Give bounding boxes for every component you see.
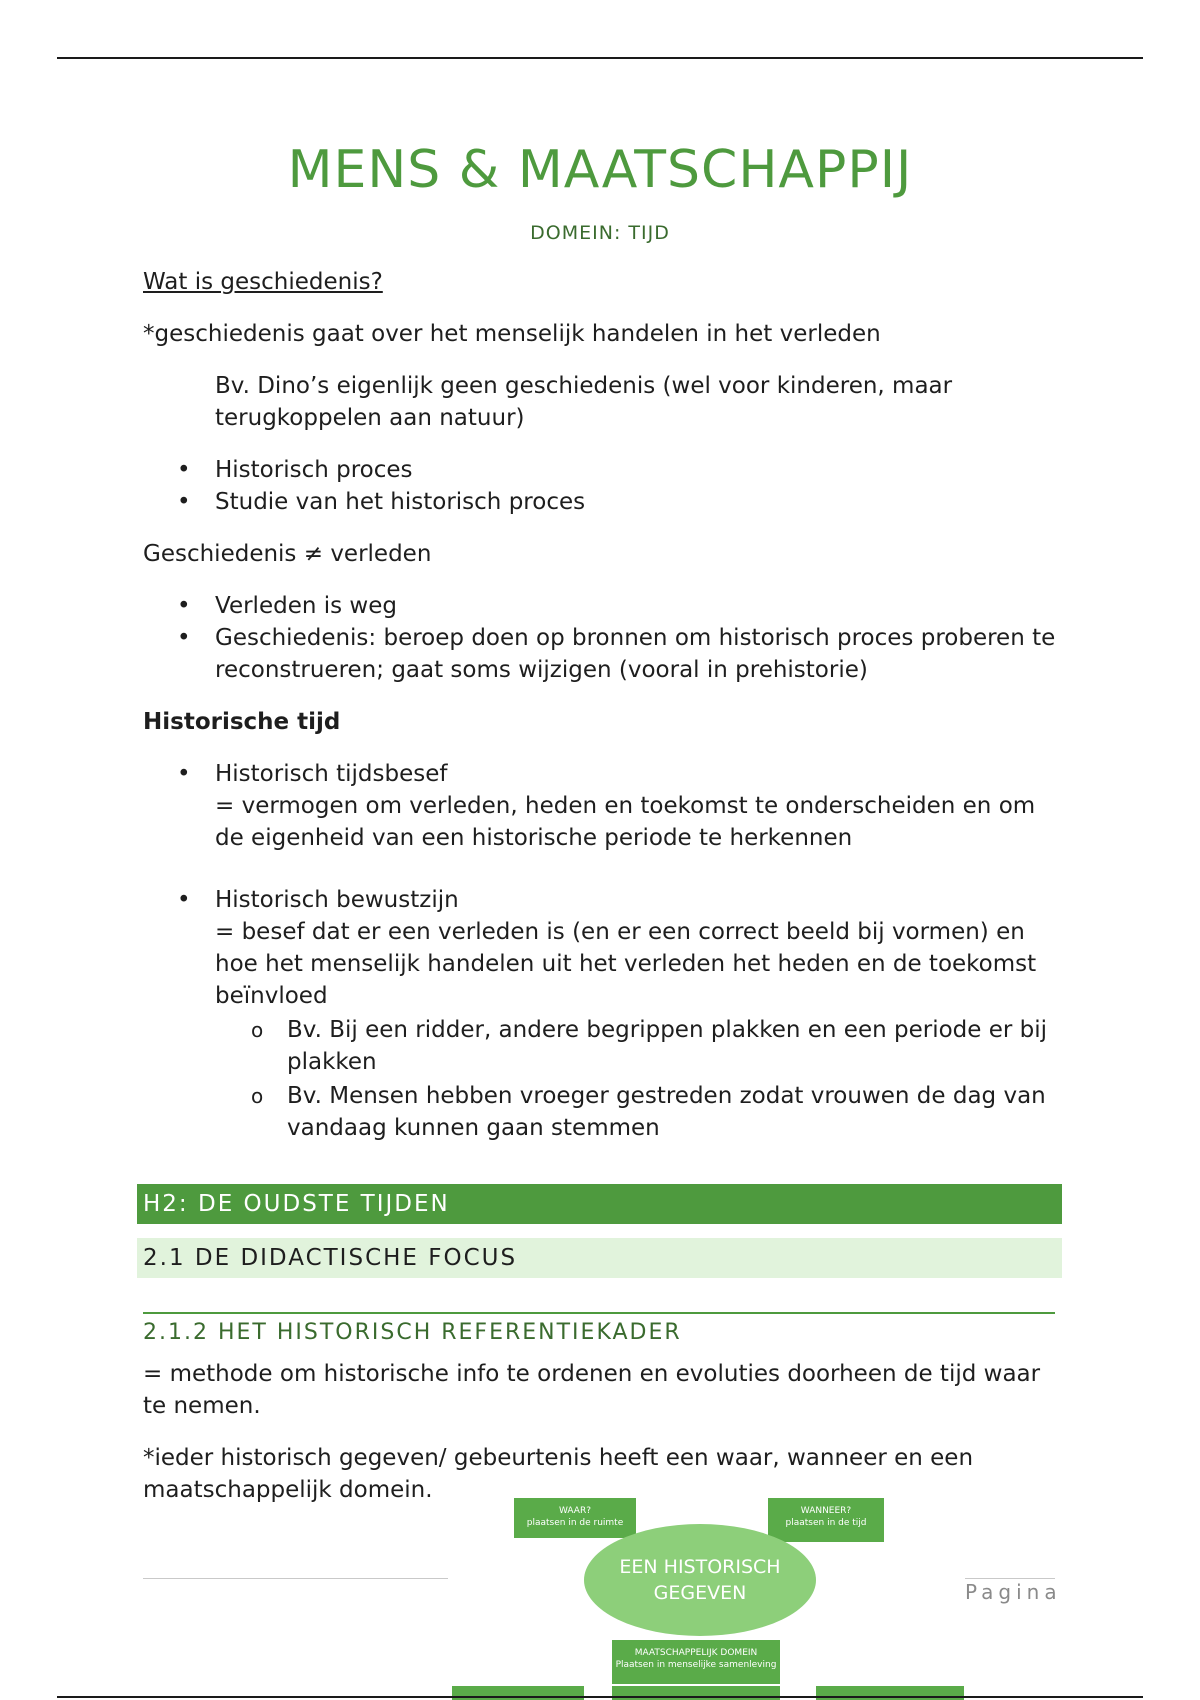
- list-item: • Verleden is weg: [143, 590, 1063, 622]
- diagram-box-subtitle: Plaatsen in menselijke samenleving: [615, 1660, 777, 1670]
- item-title: • Historisch tijdsbesef: [215, 761, 448, 787]
- diagram-center-line: GEGEVEN: [653, 1582, 747, 1604]
- item-title: • Historisch bewustzijn: [215, 887, 459, 913]
- list-item-tijdsbesef: [143, 758, 1063, 884]
- bullet-list-historische-tijd: [143, 758, 1063, 1144]
- document-title: MENS & MAATSCHAPPIJ: [287, 140, 913, 200]
- item-definition: = vermogen om verleden, heden en toekomst te onderscheiden en om de eigenheid van een historische periode te herkennen: [215, 793, 1036, 851]
- list-item: • Studie van het historisch proces: [143, 486, 1063, 518]
- heading-didactische-focus: 2.1 DE DIDACTISCHE FOCUS: [137, 1238, 1062, 1278]
- definition-text: = methode om historische info te ordenen en evoluties doorheen de tijd waar te nemen.: [143, 1361, 1041, 1419]
- bullet-list-verleden: [143, 590, 1063, 686]
- bullet-list-proces: [143, 454, 1063, 518]
- footer-page-label: Pagina: [965, 1580, 1062, 1604]
- referentiekader-diagram: [450, 1490, 1070, 1700]
- diagram-box-subtitle: plaatsen in de tijd: [785, 1518, 867, 1528]
- list-item: • Geschiedenis: beroep doen op bronnen om historisch proces proberen te reconstrueren; gaat soms wijzigen (vooral in prehistorie): [143, 622, 1063, 686]
- diagram-box-wanneer: [768, 1498, 884, 1542]
- diagram-center-ellipse: [584, 1524, 816, 1636]
- diagram-box-waar: [514, 1498, 636, 1538]
- sub-list: [215, 1014, 1063, 1144]
- diagram-box-domein: [612, 1640, 780, 1684]
- diagram-box-title: WAAR?: [558, 1506, 591, 1516]
- diagram-center-line: EEN HISTORISCH: [619, 1556, 781, 1578]
- list-item-bewustzijn: [143, 884, 1063, 1144]
- intro-text: *geschiedenis gaat over het menselijk handelen in het verleden: [143, 321, 881, 347]
- heading-referentiekader: 2.1.2 HET HISTORISCH REFERENTIEKADER: [143, 1312, 1055, 1345]
- footer-rule-left: [143, 1578, 448, 1579]
- item-definition: = besef dat er een verleden is (en er een correct beeld bij vormen) en hoe het menselijk handelen uit het verleden het heden en de toekomst beïnvloed: [215, 919, 1037, 1009]
- heading-h2-oudste-tijden: H2: DE OUDSTE TIJDEN: [137, 1184, 1062, 1224]
- heading-wat-is-geschiedenis: Wat is geschiedenis?: [143, 269, 383, 295]
- spacer: [215, 854, 1063, 884]
- sub-list-item: o Bv. Bij een ridder, andere begrippen plakken en een periode er bij plakken: [215, 1014, 1063, 1078]
- example-text: Bv. Dino’s eigenlijk geen geschiedenis (wel voor kinderen, maar terugkoppelen aan natuur): [215, 373, 953, 431]
- bottom-rule: [57, 1696, 1143, 1698]
- diagram-box-title: WANNEER?: [800, 1506, 852, 1516]
- header-rule: [57, 57, 1143, 59]
- list-item: • Historisch proces: [143, 454, 1063, 486]
- note-text: *ieder historisch gegeven/ gebeurtenis heeft een waar, wanneer en een maatschappelijk domein.: [143, 1445, 974, 1503]
- heading-historische-tijd: Historische tijd: [143, 709, 341, 735]
- diagram-box-title: MAATSCHAPPELIJK DOMEIN: [634, 1648, 758, 1658]
- section-geschiedenis: [143, 266, 1063, 1164]
- diagram-box-subtitle: plaatsen in de ruimte: [526, 1518, 624, 1528]
- document-subtitle: DOMEIN: TIJD: [530, 222, 670, 244]
- sub-list-item: o Bv. Mensen hebben vroeger gestreden zodat vrouwen de dag van vandaag kunnen gaan stemmen: [215, 1080, 1063, 1144]
- statement-text: Geschiedenis ≠ verleden: [143, 541, 432, 567]
